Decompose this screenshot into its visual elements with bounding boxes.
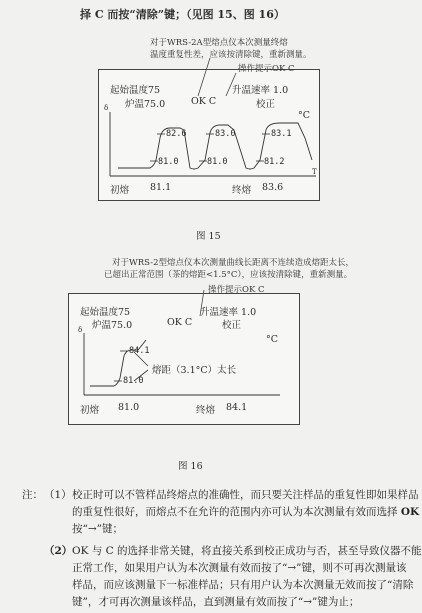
fig15-delta-symbol: δ: [104, 104, 109, 112]
fig16-range-note: 熔距（3.1°C）太长: [152, 365, 237, 376]
note2-number: （2）: [44, 545, 73, 557]
fig16-initial-value: 81.0: [118, 402, 140, 413]
note2-line3: 样品，而应该测量下一标准样品；只有用户认为本次测量无效而按了“清除: [72, 579, 414, 591]
fig16-final-value: 84.1: [226, 402, 248, 413]
note2-line2: 正常工作，如果用户认为本次测量有效而按了“→”键，则不可再次测量该: [72, 562, 407, 574]
note1-line2-text: 的重复性很好，而熔点不在允许的范围内亦可认为本次测量有效而选择: [72, 506, 398, 518]
note1-line3: 按“→”键；: [72, 523, 124, 535]
fig16-note-line2: 已超出正常范围（茶的熔距<1.5°C），应该按清除键，重新测量。: [104, 270, 353, 280]
fig16-low: 81.0: [123, 376, 144, 386]
fig15-ok-c: OK C: [191, 96, 217, 107]
fig15-initial-label: 初熔: [110, 185, 130, 196]
fig15-caption: 图 15: [196, 231, 221, 242]
fig15-peak-2: 83.0: [215, 129, 236, 139]
fig16-note-line1: 对于WRS-2型熔点仪本次测量曲线长距离不连续造成熔距太长，: [112, 258, 355, 268]
fig16-operation-hint: 操作提示OK C: [208, 285, 265, 295]
fig15-low-1: 81.0: [158, 157, 179, 167]
fig15-final-value: 83.6: [262, 182, 284, 193]
fig15-oven-temp: 炉温75.0: [125, 99, 166, 110]
note1-line2: [72, 504, 419, 521]
note1-ok: OK: [400, 506, 420, 518]
fig16-unit: °C: [266, 334, 279, 345]
fig15-peak-3: 83.1: [271, 129, 292, 139]
intro-line: 择 C 而按“清除”键；（见图 15、图 16）: [80, 8, 285, 21]
fig16-caption: 图 16: [178, 461, 203, 472]
fig16-start-temp: 起始温度75: [80, 307, 131, 318]
fig15-rate: 升温速率 1.0: [232, 85, 289, 96]
fig15-operation-hint: 操作提示OK C: [238, 64, 295, 74]
fig15-peak-1: 82.6: [166, 129, 187, 139]
fig15-note-line2: 温度重复性差，应该按清除键，重新测量。: [150, 50, 312, 60]
fig16-oven-temp: 炉温75.0: [92, 320, 133, 331]
fig15-note-line1: 对于WRS-2A型熔点仪本次测量终熔: [150, 38, 288, 48]
fig16-calibrate: 校正: [222, 320, 242, 331]
note2-line4: 键”，才可再次测量该样品，直到测量有效而按了“→”键为止；: [72, 596, 360, 608]
fig16-peak: 84.1: [129, 346, 150, 356]
fig15-low-3: 81.2: [264, 157, 285, 167]
fig15-initial-value: 81.1: [150, 182, 172, 193]
fig15-unit: °C: [298, 110, 311, 121]
fig15-t-axis: T: [312, 168, 317, 176]
fig15-final-label: 终熔: [232, 185, 252, 196]
note2-line1: OK 与 C 的选择非常关键，将直接关系到校正成功与否，甚至导致仪器不能: [72, 545, 422, 557]
fig16-ok-c: OK C: [167, 317, 193, 328]
note1-number: （1）: [44, 489, 72, 501]
fig16-initial-label: 初熔: [80, 405, 100, 416]
fig15-calibrate: 校正: [256, 99, 276, 110]
note1-line1: 校正时可以不管样品终熔点的准确性，而只要关注样品的重复性即如果样品: [72, 489, 419, 501]
fig15-low-2: 81.0: [207, 157, 228, 167]
fig15-start-temp: 起始温度75: [110, 85, 161, 96]
notes-prefix: 注：: [22, 489, 43, 501]
fig16-final-label: 终熔: [196, 405, 216, 416]
fig16-delta-symbol: δ: [78, 326, 83, 334]
fig16-rate: 升温速率 1.0: [200, 307, 257, 318]
